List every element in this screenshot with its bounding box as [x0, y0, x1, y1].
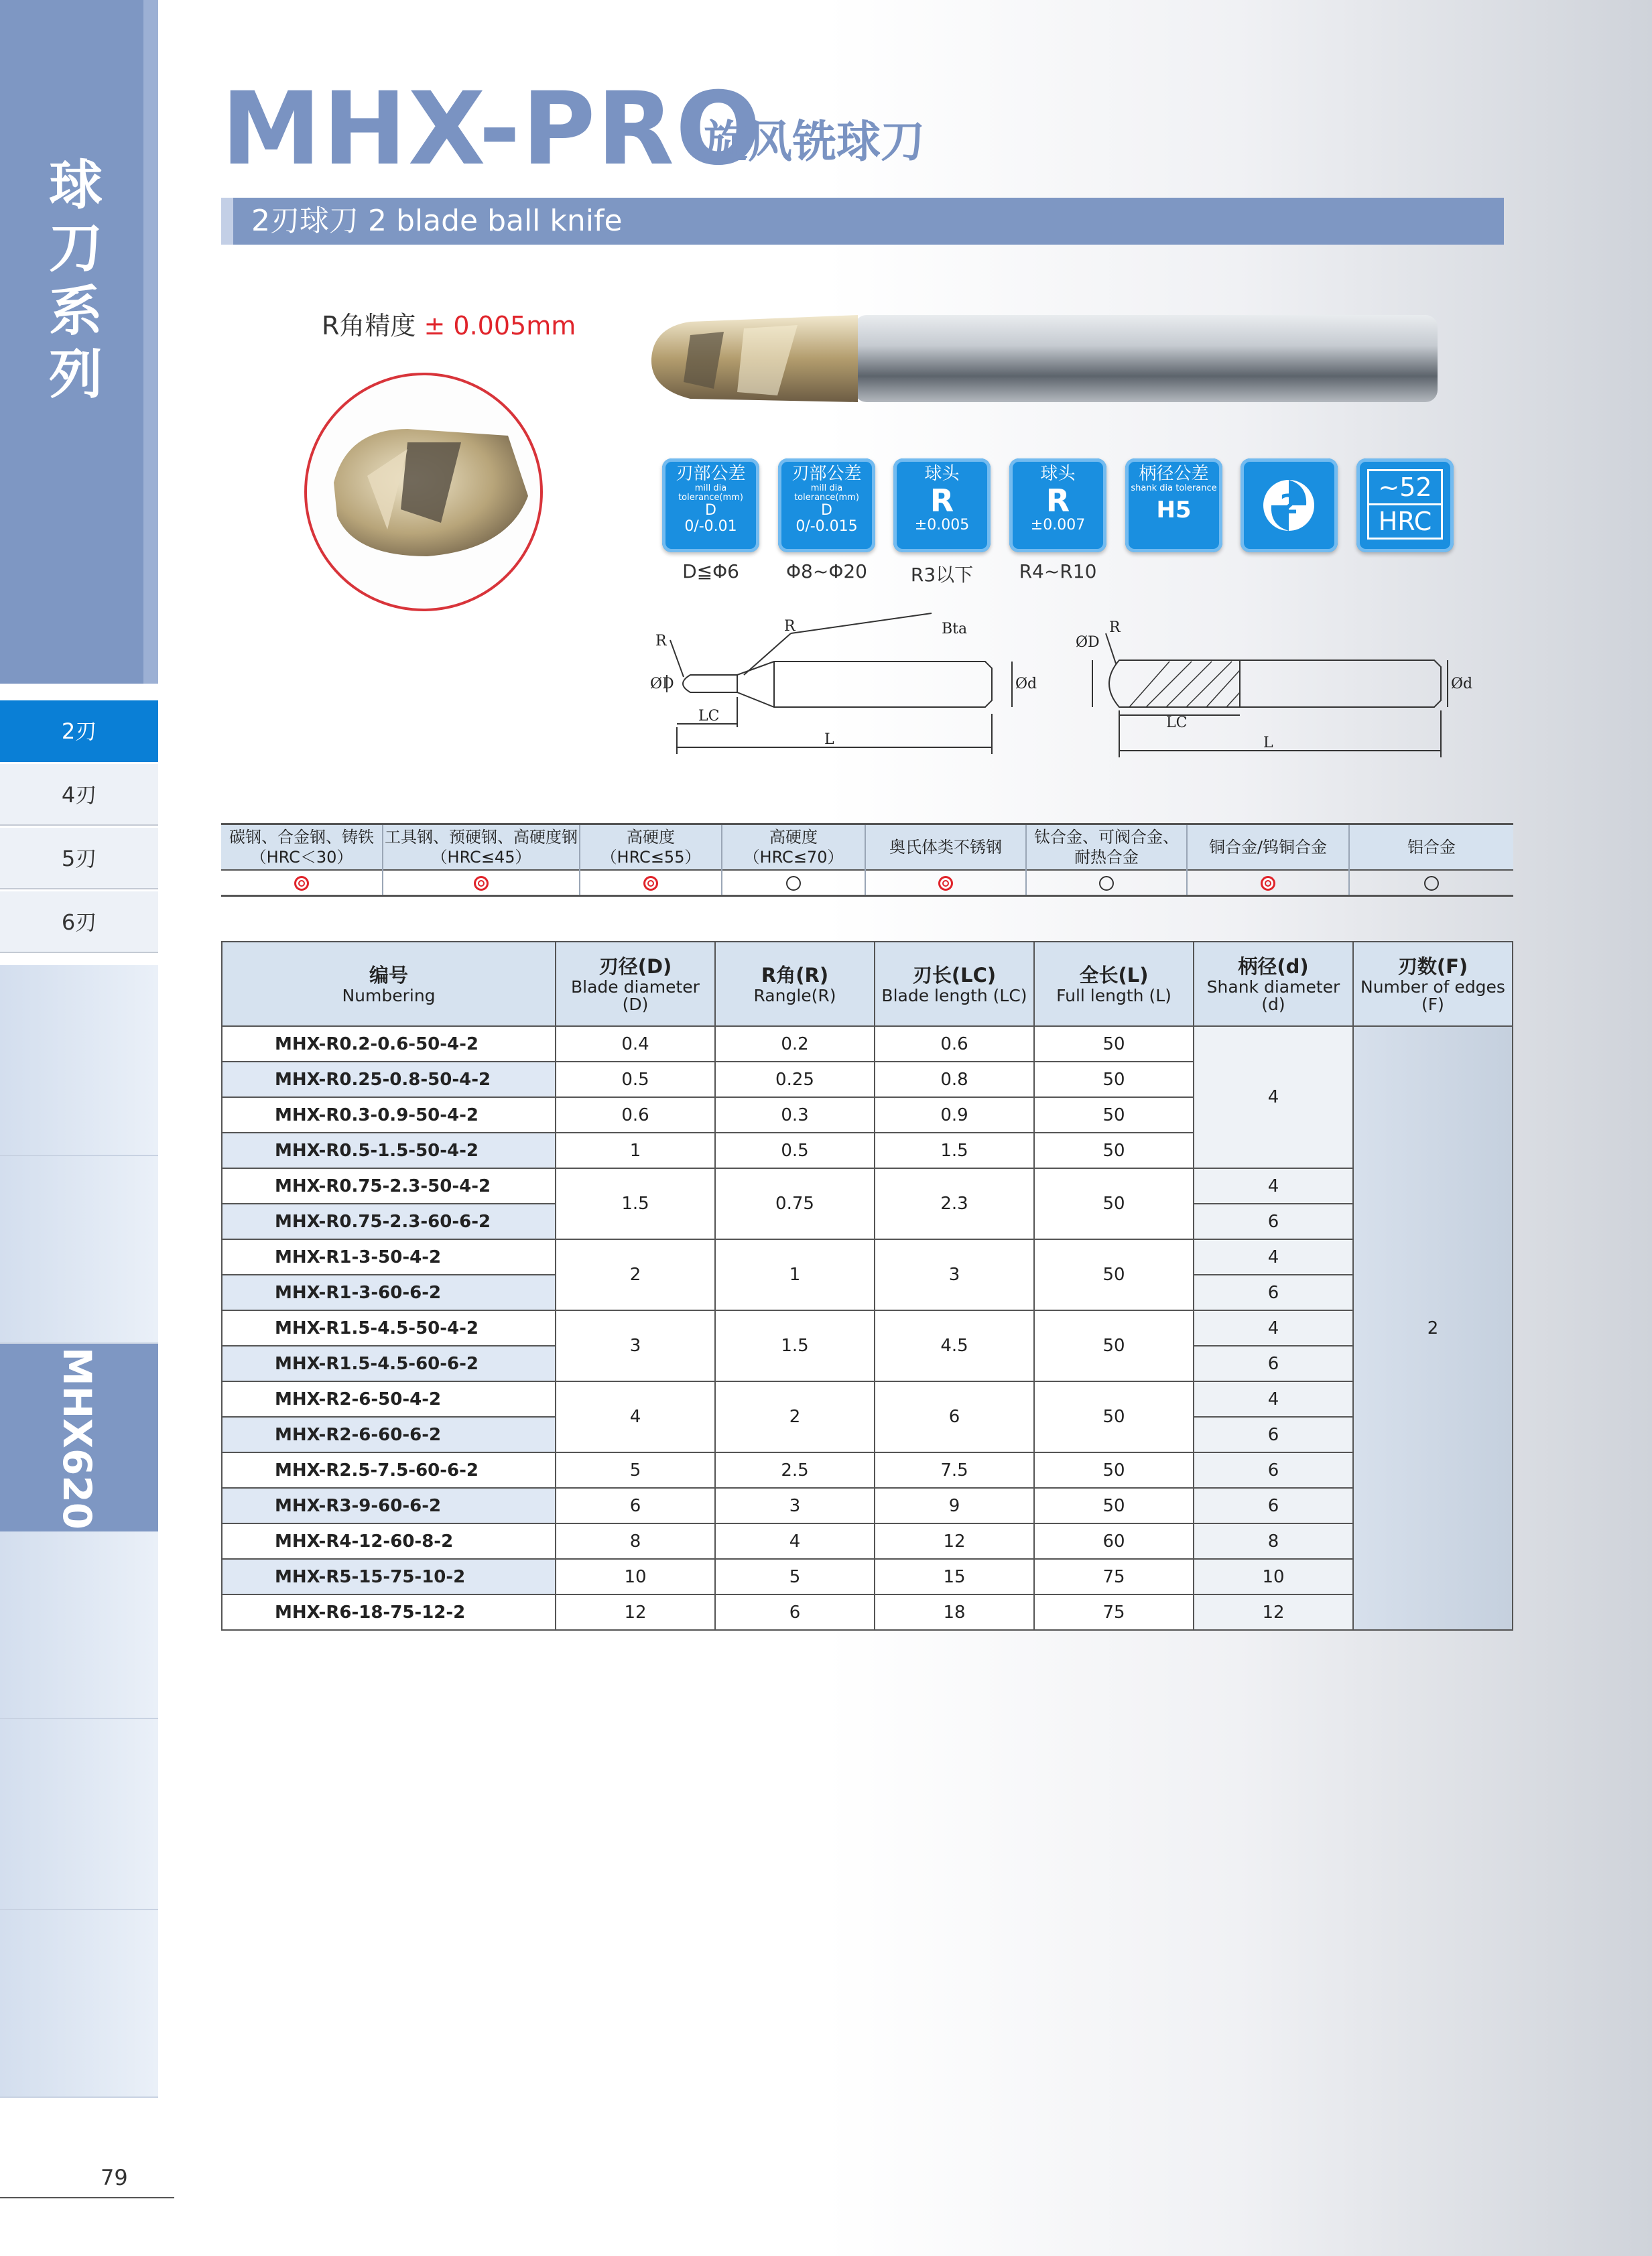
material-mark-cell: [1026, 870, 1187, 896]
table-cell-number: MHX-R0.75-2.3-60-6-2: [222, 1204, 556, 1239]
spec-header: 全长(L) Full length (L): [1034, 942, 1194, 1026]
table-cell-d: 3: [556, 1310, 715, 1381]
table-cell-flutes: 2: [1353, 1026, 1513, 1630]
double-circle-icon: [1261, 876, 1275, 891]
table-cell-l: 50: [1034, 1133, 1194, 1168]
table-cell-l: 50: [1034, 1452, 1194, 1488]
table-cell-r: 3: [715, 1488, 875, 1523]
series-code: MHX620: [54, 1347, 100, 1530]
material-mark-cell: [1349, 870, 1513, 896]
table-cell-d: 1: [556, 1133, 715, 1168]
table-cell-shank: 6: [1194, 1417, 1353, 1452]
double-circle-icon: [938, 876, 953, 891]
material-header: 钛合金、可阀合金、 耐热合金: [1026, 824, 1187, 871]
ball-radius-badge-small: 球头 R ±0.005: [893, 458, 991, 552]
diagram-label: LC: [698, 708, 720, 725]
table-cell-number: MHX-R2.5-7.5-60-6-2: [222, 1452, 556, 1488]
diagram-label: LC: [1166, 714, 1188, 731]
sidebar: [0, 0, 158, 2256]
table-cell-d: 0.6: [556, 1097, 715, 1133]
flute-count-badge: 2: [1241, 458, 1338, 552]
spec-header: 编号 Numbering: [222, 942, 556, 1026]
sidebar-item-4-flute[interactable]: 4刃: [0, 764, 158, 826]
table-cell-d: 0.5: [556, 1062, 715, 1097]
table-cell-r: 0.3: [715, 1097, 875, 1133]
circle-icon: [786, 876, 801, 891]
page-subtitle: 旋风铣球刀: [704, 116, 925, 168]
table-cell-r: 4: [715, 1523, 875, 1559]
table-cell-shank: 6: [1194, 1204, 1353, 1239]
table-cell-l: 75: [1034, 1559, 1194, 1594]
table-cell-number: MHX-R1-3-60-6-2: [222, 1275, 556, 1310]
table-cell-r: 1: [715, 1239, 875, 1310]
page-title: MHX-PRO: [221, 71, 763, 188]
badge-label: D≦Φ6: [682, 560, 739, 582]
table-cell-number: MHX-R0.2-0.6-50-4-2: [222, 1026, 556, 1062]
badge-label: Φ8~Φ20: [786, 560, 867, 582]
table-cell-lc: 4.5: [875, 1310, 1034, 1381]
table-cell-d: 1.5: [556, 1168, 715, 1239]
table-cell-l: 60: [1034, 1523, 1194, 1559]
material-mark-cell: [722, 870, 865, 896]
table-cell-d: 4: [556, 1381, 715, 1452]
page-number: 79: [101, 2165, 128, 2190]
table-cell-shank: 6: [1194, 1488, 1353, 1523]
table-cell-d: 2: [556, 1239, 715, 1310]
table-cell-shank: 6: [1194, 1346, 1353, 1381]
spec-header: R角(R) Rangle(R): [715, 942, 875, 1026]
table-cell-lc: 7.5: [875, 1452, 1034, 1488]
double-circle-icon: [294, 876, 309, 891]
table-cell-r: 0.2: [715, 1026, 875, 1062]
table-cell-d: 12: [556, 1594, 715, 1630]
tool-tip-closeup: [304, 373, 543, 611]
radius-icon: R: [930, 483, 954, 519]
table-cell-lc: 15: [875, 1559, 1034, 1594]
table-cell-shank: 4: [1194, 1239, 1353, 1275]
table-cell-r: 1.5: [715, 1310, 875, 1381]
table-cell-number: MHX-R1-3-50-4-2: [222, 1239, 556, 1275]
table-cell-lc: 0.9: [875, 1097, 1034, 1133]
spec-table: [221, 941, 1513, 1631]
sidebar-block: [0, 1719, 158, 1910]
table-cell-number: MHX-R0.5-1.5-50-4-2: [222, 1133, 556, 1168]
table-cell-number: MHX-R3-9-60-6-2: [222, 1488, 556, 1523]
material-header: 高硬度 （HRC≤70）: [722, 824, 865, 871]
table-cell-shank: 4: [1194, 1310, 1353, 1346]
table-cell-shank: 4: [1194, 1168, 1353, 1204]
sidebar-item-5-flute[interactable]: 5刃: [0, 828, 158, 889]
table-cell-r: 0.5: [715, 1133, 875, 1168]
table-cell-lc: 12: [875, 1523, 1034, 1559]
sidebar-block: [0, 965, 158, 1156]
spec-header: 刃径(D) Blade diameter (D): [556, 942, 715, 1026]
diagram-label: L: [824, 731, 834, 748]
ball-radius-badge-large: 球头 R ±0.007: [1009, 458, 1106, 552]
circle-icon: [1424, 876, 1439, 891]
material-mark-cell: [1187, 870, 1349, 896]
table-cell-l: 50: [1034, 1239, 1194, 1310]
table-cell-l: 50: [1034, 1026, 1194, 1062]
table-cell-d: 5: [556, 1452, 715, 1488]
badge-label: R4~R10: [1019, 560, 1097, 582]
table-cell-shank: 10: [1194, 1559, 1353, 1594]
diagram-label: R: [1109, 619, 1121, 636]
material-header: 铜合金/钨铜合金: [1187, 824, 1349, 871]
material-header: 工具钢、预硬钢、高硬度钢 （HRC≤45）: [383, 824, 580, 871]
diagram-label: ØD: [1076, 634, 1100, 651]
spec-header: 刃数(F) Number of edges (F): [1353, 942, 1513, 1026]
table-cell-lc: 3: [875, 1239, 1034, 1310]
table-cell-number: MHX-R1.5-4.5-50-4-2: [222, 1310, 556, 1346]
double-circle-icon: [474, 876, 489, 891]
diagram-label: R: [655, 633, 667, 649]
section-title: 2刃球刀 2 blade ball knife: [251, 204, 623, 238]
material-suitability-table: [221, 823, 1513, 897]
shank-tolerance-badge: 柄径公差 shank dia tolerance H5: [1125, 458, 1222, 552]
table-cell-number: MHX-R1.5-4.5-60-6-2: [222, 1346, 556, 1381]
table-cell-r: 6: [715, 1594, 875, 1630]
table-cell-l: 50: [1034, 1488, 1194, 1523]
table-cell-number: MHX-R0.75-2.3-50-4-2: [222, 1168, 556, 1204]
sidebar-block: [0, 1156, 158, 1344]
table-cell-number: MHX-R0.25-0.8-50-4-2: [222, 1062, 556, 1097]
diagram-label: Ød: [1451, 676, 1473, 692]
table-cell-number: MHX-R4-12-60-8-2: [222, 1523, 556, 1559]
table-cell-lc: 1.5: [875, 1133, 1034, 1168]
precision-value: ± 0.005mm: [424, 311, 576, 340]
table-cell-number: MHX-R5-15-75-10-2: [222, 1559, 556, 1594]
table-cell-l: 50: [1034, 1097, 1194, 1133]
hardness-badge: ~52 HRC: [1356, 458, 1454, 552]
precision-note: [322, 305, 576, 342]
table-cell-lc: 0.8: [875, 1062, 1034, 1097]
table-cell-shank: 4: [1194, 1381, 1353, 1417]
diameter-icon: D: [821, 502, 832, 519]
table-cell-lc: 9: [875, 1488, 1034, 1523]
table-cell-number: MHX-R6-18-75-12-2: [222, 1594, 556, 1630]
table-cell-lc: 6: [875, 1381, 1034, 1452]
diagram-label: ØD: [650, 676, 674, 692]
material-header: 碳钢、合金钢、铸铁 （HRC＜30）: [221, 824, 383, 871]
table-cell-r: 5: [715, 1559, 875, 1594]
table-cell-shank: 6: [1194, 1452, 1353, 1488]
diagram-label: R: [784, 618, 796, 635]
table-cell-l: 50: [1034, 1381, 1194, 1452]
circle-icon: [1099, 876, 1114, 891]
sidebar-item-6-flute[interactable]: 6刃: [0, 891, 158, 953]
table-cell-l: 50: [1034, 1168, 1194, 1239]
dimension-drawing: [637, 613, 1473, 761]
material-mark-cell: [383, 870, 580, 896]
table-cell-l: 50: [1034, 1310, 1194, 1381]
sidebar-block: [0, 1531, 158, 1719]
spec-header: 刃长(LC) Blade length (LC): [875, 942, 1034, 1026]
material-mark-cell: [221, 870, 383, 896]
table-cell-shank: 4: [1194, 1026, 1353, 1168]
table-cell-number: MHX-R0.3-0.9-50-4-2: [222, 1097, 556, 1133]
spec-header: 柄径(d) Shank diameter (d): [1194, 942, 1353, 1026]
diagram-label: Ød: [1015, 676, 1037, 692]
sidebar-block: [0, 1910, 158, 2098]
material-header: 铝合金: [1349, 824, 1513, 871]
sidebar-item-2-flute[interactable]: 2刃: [0, 700, 158, 762]
mill-dia-tolerance-badge-small: 刃部公差 mill dia tolerance(mm) D 0/-0.01: [662, 458, 759, 552]
material-mark-cell: [865, 870, 1026, 896]
radius-icon: R: [1045, 483, 1070, 519]
material-mark-cell: [580, 870, 722, 896]
table-cell-shank: 8: [1194, 1523, 1353, 1559]
table-cell-shank: 6: [1194, 1275, 1353, 1310]
table-cell-r: 0.75: [715, 1168, 875, 1239]
badge-label: R3以下: [910, 564, 974, 586]
precision-label: R角精度: [322, 311, 416, 340]
diagram-label: Bta: [942, 621, 968, 637]
mill-dia-tolerance-badge-large: 刃部公差 mill dia tolerance(mm) D 0/-0.015: [778, 458, 875, 552]
table-cell-number: MHX-R2-6-60-6-2: [222, 1417, 556, 1452]
series-title: 球刀系列: [49, 154, 103, 405]
divider: [0, 2197, 174, 2198]
table-cell-r: 2: [715, 1381, 875, 1452]
table-cell-d: 8: [556, 1523, 715, 1559]
table-cell-l: 50: [1034, 1062, 1194, 1097]
table-cell-d: 10: [556, 1559, 715, 1594]
table-cell-d: 0.4: [556, 1026, 715, 1062]
table-cell-lc: 2.3: [875, 1168, 1034, 1239]
diagram-label: L: [1263, 735, 1273, 751]
table-cell-lc: 0.6: [875, 1026, 1034, 1062]
diameter-icon: D: [705, 502, 716, 519]
material-header: 高硬度 （HRC≤55）: [580, 824, 722, 871]
table-cell-l: 75: [1034, 1594, 1194, 1630]
double-circle-icon: [643, 876, 658, 891]
tool-tip-closeup-image: [307, 375, 540, 609]
table-cell-d: 6: [556, 1488, 715, 1523]
table-cell-lc: 18: [875, 1594, 1034, 1630]
table-cell-r: 0.25: [715, 1062, 875, 1097]
table-cell-shank: 12: [1194, 1594, 1353, 1630]
table-cell-r: 2.5: [715, 1452, 875, 1488]
tool-photo: [650, 308, 1454, 416]
material-header: 奥氏体类不锈钢: [865, 824, 1026, 871]
table-cell-number: MHX-R2-6-50-4-2: [222, 1381, 556, 1417]
